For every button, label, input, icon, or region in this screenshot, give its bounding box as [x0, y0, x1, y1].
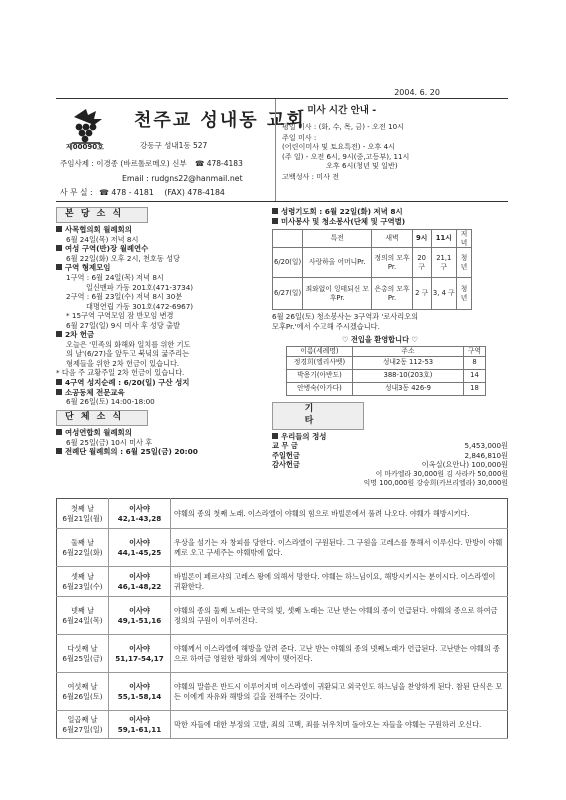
reading-row [57, 673, 508, 711]
weekday-mass: 평일 미사 : (화, 수, 목, 금) - 오전 10시 [282, 121, 404, 131]
pastor-tel: ☎ 478-4183 [195, 159, 243, 168]
news-item-line: 형제들을 위한 2차 헌금이 있습니다. [66, 358, 180, 368]
reading-row [57, 635, 508, 673]
welcome-table [286, 346, 486, 396]
table-row [287, 356, 486, 369]
welcome-title: ♡ 전입을 환영합니다 ♡ [342, 335, 418, 345]
bullet-icon [272, 218, 278, 224]
news-item-line: 일신맨파 가동 201호(471-3734) [86, 282, 194, 292]
reading-chapter: 42,1-43,28 [117, 513, 162, 523]
news-item-line: 6월 22일(화) 오후 2시, 천호동 성당 [66, 253, 180, 263]
bullet-icon [56, 448, 62, 454]
reading-day [57, 635, 109, 673]
sunday-mass-label: 주일 미사 : [282, 132, 317, 142]
news-item [56, 263, 266, 330]
table-header: 구역 [464, 346, 486, 356]
news-item-line: 6월 26일(토) 14:00-18:00 [66, 397, 155, 407]
thanks-line: 익명 100,000원 강승희(카브리엘라) 30,000원 [363, 479, 508, 488]
bullet-icon [272, 208, 278, 214]
reading-chapter: 55,1-58,14 [117, 691, 162, 701]
reading-day-label: 다섯째 날 [67, 644, 98, 653]
news-item-line: 1구역 : 6월 24일(목) 저녁 8시 [66, 273, 164, 283]
table-header: 11시 [431, 229, 456, 248]
reading-book: 이사야 [129, 606, 150, 615]
news-item-title: 여성 구역(반)장 월례연수 [65, 244, 149, 254]
finance-label: 교 무 금 [272, 441, 298, 451]
table-header: 저녁 [456, 229, 471, 248]
bible-reading-table [56, 498, 508, 739]
news-item-line: 의 날'(6/27)을 앞두고 북녘의 굶주리는 [66, 349, 190, 359]
reading-day-label: 첫째 날 [70, 504, 95, 513]
table-header: 새벽 [372, 229, 412, 248]
news-item [56, 225, 266, 244]
group-item [56, 447, 266, 457]
reading-row [57, 567, 508, 597]
issue-number: 제00090호 [66, 143, 104, 151]
group-item [56, 428, 266, 447]
office-fax: (FAX) 478-4184 [164, 188, 225, 197]
reading-book: 이사야 [129, 504, 150, 513]
parish-name: 천주교 성내동 교회 [134, 110, 306, 131]
reading-ref [109, 529, 171, 567]
reading-row [57, 529, 508, 567]
table-cell: 3, 4 구 [431, 278, 456, 310]
offering-title [272, 432, 508, 442]
table-row [287, 369, 486, 382]
reading-summary: 야훼의 종의 둘째 노래는 만국의 빛, 셋째 노래는 고난 받는 야훼의 종이 언급된다. 야훼의 종으로 하여금 정의의 구원이 이루어진다. [171, 597, 508, 635]
reading-summary: 야훼께서 이스라엘에 해방을 알려 준다. 고난 받는 야훼의 종의 넷째노래가 언급된다. 고난받는 야훼의 종으로 하여금 영원한 평화의 계약이 맺어진다. [171, 635, 508, 673]
table-header [273, 229, 303, 248]
reading-day-label: 여섯째 날 [67, 682, 98, 691]
office-tel: ☎ 478 - 4181 [99, 188, 154, 197]
news-item-line: * 15구역 구역모임 잠 반모임 변경 [66, 311, 174, 321]
reading-ref [109, 635, 171, 673]
group-item-title: 전례단 월례회의 : 6월 25일(금) 20:00 [65, 447, 198, 457]
reading-day [57, 567, 109, 597]
table-header: 이름(세례명) [287, 346, 353, 356]
table-cell: 성내2동 112-53 [353, 356, 464, 369]
news-item-line: 대명연립 가동 301호(472-6967) [86, 301, 194, 311]
news-item-line: 오늘은 '민족의 화해와 일치를 위한 기도 [66, 339, 191, 349]
finance-row [272, 460, 508, 470]
sunday-mass-2: (주 일) - 오전 6시, 9시(중,고등부), 11시 [282, 151, 410, 161]
group-news-heading: 단 체 소 식 [56, 410, 148, 426]
reading-date: 6월21일(월) [62, 513, 103, 523]
table-cell: 죄와없이 잉태되신 모후Pr. [303, 278, 372, 310]
reading-book: 이사야 [129, 682, 150, 691]
table-cell: 6/27(일) [273, 278, 303, 310]
table-cell: 안병숙(아가다) [287, 382, 353, 395]
mass-schedule-title: - 미사 시간 안내 - [300, 105, 377, 116]
sunday-mass-1: (어린이미사 및 토요특전) - 오후 4시 [282, 142, 395, 152]
table-row [287, 346, 486, 356]
reading-day-label: 넷째 날 [70, 606, 95, 615]
prayer-meeting [272, 207, 508, 217]
bullet-icon [56, 264, 62, 270]
thanks-label: 감사헌금 [272, 460, 300, 470]
reading-summary: 바빌론이 페르샤의 고레스 왕에 의해서 망한다. 야훼는 하느님이요, 해방시키시는 분이시다. 이스라엘이 귀환한다. [171, 567, 508, 597]
table-cell: 박용기(아반도) [287, 369, 353, 382]
sunday-mass-3: 오후 6시(청년 및 일반) [326, 160, 398, 170]
cleaning-note: 모후Pr.'에서 수고해 주시겠습니다. [272, 321, 380, 331]
reading-summary: 야훼의 말씀은 반드시 이루어지며 이스라엘이 귀환되고 외국인도 하느님을 찬양하게 된다. 참된 단식은 모든 이에게 자유와 해방의 길을 전해주는 것이다. [171, 673, 508, 711]
bulletin-header [56, 98, 508, 202]
reading-chapter: 46,1-48,22 [117, 581, 162, 591]
pastor-name: 이경종 (바르톨로메오) 신부 [96, 159, 187, 168]
reading-chapter: 59,1-61,11 [117, 724, 162, 734]
bullet-icon [56, 389, 62, 395]
mass-schedule [275, 99, 508, 201]
reading-row [57, 597, 508, 635]
news-item-title: 4구역 성지순례 : 6/20(일) 구산 성지 [65, 377, 190, 387]
news-item-title: 2차 헌금 [65, 330, 95, 340]
reading-day [57, 597, 109, 635]
cleaning-note: 6월 26일(토) 청소봉사는 3구역과 '로사리오의 [272, 312, 419, 322]
reading-ref [109, 567, 171, 597]
table-row [287, 382, 486, 395]
server-title [272, 217, 508, 227]
reading-book: 이사야 [129, 715, 150, 724]
reading-chapter: 49,1-51,16 [117, 615, 162, 625]
table-cell: 18 [464, 382, 486, 395]
issue-date: 2004. 6. 20 [394, 88, 440, 97]
table-cell: 20 구 [412, 248, 431, 278]
reading-row [57, 499, 508, 529]
finance-row [272, 441, 508, 451]
bullet-icon [56, 245, 62, 251]
server-table [272, 229, 472, 311]
table-cell: 정경희(엘리사벳) [287, 356, 353, 369]
reading-chapter: 44,1-45,25 [117, 547, 162, 557]
confession-time: 고백성사 : 미사 전 [282, 172, 340, 182]
news-item-title: 소공동체 전문교육 [65, 387, 125, 397]
news-item [56, 388, 266, 407]
parish-address: 강동구 성내1동 527 [140, 141, 208, 150]
reading-day [57, 711, 109, 739]
news-item [56, 378, 266, 388]
reading-ref [109, 673, 171, 711]
parish-news-heading: 본 당 소 식 [56, 207, 148, 223]
office-label: 사 무 실 : [60, 188, 93, 197]
finance-value: 5,453,000원 [464, 441, 508, 451]
reading-date: 6월26일(토) [62, 691, 103, 701]
finance-row [272, 451, 508, 461]
reading-summary: 야훼의 종의 첫째 노래. 이스라엘이 야훼의 힘으로 바빌론에서 풀려 나오다. 야훼가 해방시키다. [171, 499, 508, 529]
reading-summary: 우상을 섬기는 자 창피를 당한다. 이스라엘이 구원된다. 그 구원을 고레스를 통해서 이루신다. 만방이 야훼께로 오고 구세주는 야훼밖에 없다. [171, 529, 508, 567]
news-item-line: 6월 24일(목) 저녁 8시 [66, 234, 139, 244]
news-item-title: 구역 형제모임 [65, 263, 111, 273]
office-line [60, 188, 225, 198]
news-item [56, 330, 266, 378]
table-cell: 성내3동 426-9 [353, 382, 464, 395]
pastor-label: 주임사제 : [60, 159, 94, 168]
table-header: 9시 [412, 229, 431, 248]
news-item-line: 2구역 : 6월 23일(수) 저녁 8시 30분 [66, 292, 183, 302]
table-cell: 은총의 모후Pr. [372, 278, 412, 310]
bullet-icon [272, 433, 278, 439]
reading-date: 6월23일(수) [62, 581, 103, 591]
reading-day [57, 529, 109, 567]
offering-title-text: 우리들의 정성 [281, 431, 327, 441]
reading-ref [109, 711, 171, 739]
table-cell: 8 [464, 356, 486, 369]
table-cell: 6/20(일) [273, 248, 303, 278]
finance-label: 주일헌금 [272, 450, 300, 460]
reading-day-label: 둘째 날 [70, 538, 95, 547]
table-row [273, 229, 472, 248]
thanks-line: 이 마카엘라 30,000원 김 사라카 50,000원 [375, 469, 508, 478]
right-column [272, 207, 508, 488]
reading-date: 6월27일(일) [62, 724, 103, 734]
table-row [273, 248, 472, 278]
pastor-line [60, 159, 243, 169]
reading-date: 6월25일(금) [62, 653, 103, 663]
left-column [56, 207, 266, 457]
table-row [273, 278, 472, 310]
server-title-text: 미사봉사 및 청소봉사(단체 및 구역별) [281, 216, 406, 226]
reading-day-label: 일곱째 날 [67, 715, 98, 724]
table-cell: 청년 [456, 278, 471, 310]
reading-book: 이사야 [129, 572, 150, 581]
group-item-line: 6월 25일(금) 10시 미사 후 [66, 437, 153, 447]
reading-day [57, 499, 109, 529]
bullet-icon [56, 226, 62, 232]
news-item [56, 244, 266, 263]
reading-chapter: 51,17-54,17 [115, 653, 164, 663]
bullet-icon [56, 331, 62, 337]
reading-ref [109, 499, 171, 529]
bullet-icon [56, 429, 62, 435]
table-cell: 사랑하올 어머니Pr. [303, 248, 372, 278]
thanks-line: 이옥실(요안나) 100,000원 [421, 460, 508, 470]
table-cell: 14 [464, 369, 486, 382]
reading-day-label: 셋째 날 [70, 572, 95, 581]
news-item-line: * 다음 주 교황주일 2차 헌금이 있습니다. [56, 368, 185, 378]
reading-book: 이사야 [129, 644, 150, 653]
finance-value: 2,846,810원 [464, 450, 508, 460]
reading-book: 이사야 [129, 538, 150, 547]
news-item-line: 6월 27일(일) 9시 미사 후 성당 출발 [66, 320, 180, 330]
news-item-title: 사목협의회 월례회의 [65, 224, 132, 234]
email-address: Email : rudgns22@hanmail.net [122, 174, 243, 183]
table-header: 특전 [303, 229, 372, 248]
prayer-meeting-text: 성령기도회 : 6월 22일(화) 저녁 8시 [281, 207, 403, 216]
reading-day [57, 673, 109, 711]
etc-heading: 기 타 [272, 402, 364, 430]
table-cell: 2 구 [412, 278, 431, 310]
table-cell: 정의의 모후Pr. [372, 248, 412, 278]
table-header: 주소 [353, 346, 464, 356]
reading-summary: 막한 자들에 대한 부정의 고발, 죄의 고백, 죄를 뉘우치며 돌아오는 자들을 야훼는 구원하러 오신다. [171, 711, 508, 739]
table-cell: 388-10(203호) [353, 369, 464, 382]
reading-row [57, 711, 508, 739]
reading-ref [109, 597, 171, 635]
group-item-title: 여성연합회 월례회의 [65, 427, 132, 437]
table-cell: 21,1 구 [431, 248, 456, 278]
bullet-icon [56, 379, 62, 385]
table-cell: 청년 [456, 248, 471, 278]
reading-date: 6월22일(화) [62, 547, 103, 557]
reading-date: 6월24일(목) [62, 615, 103, 625]
